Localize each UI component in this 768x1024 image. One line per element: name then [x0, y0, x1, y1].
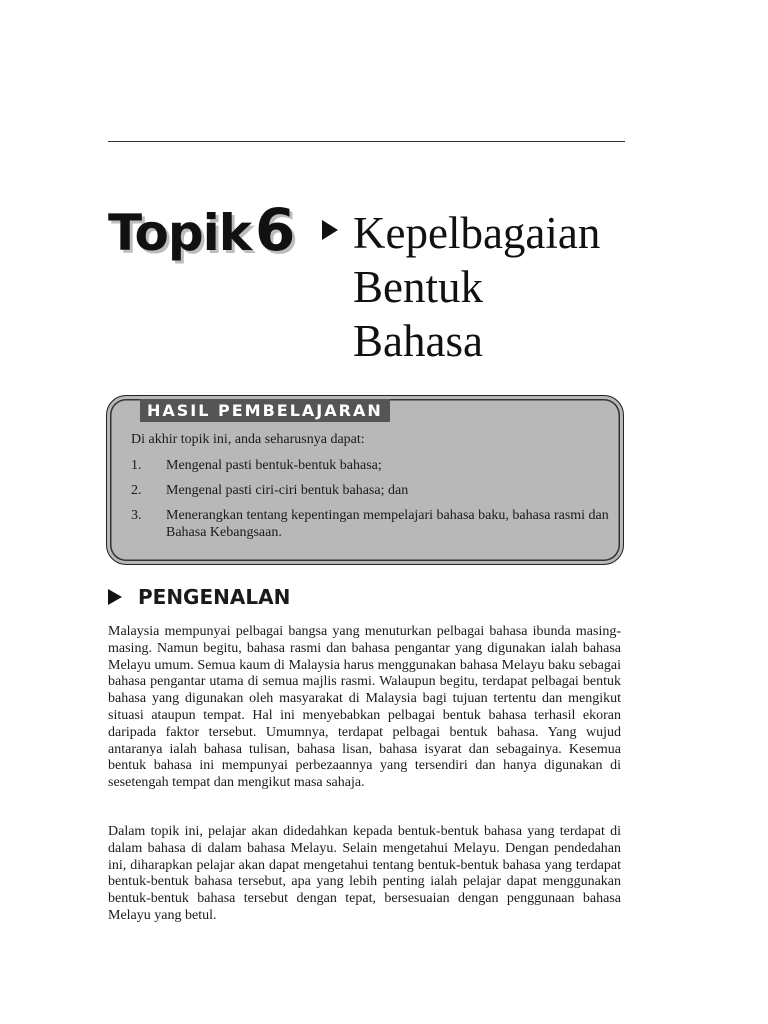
topic-title — [353, 206, 653, 368]
outcome-number: 2. — [131, 483, 142, 498]
intro-paragraph: Malaysia mempunyai pelbagai bangsa yang menuturkan pelbagai bahasa ibunda masing-masing. Namun begitu, bahasa rasmi dan bahasa pengantar yang digunakan ialah bahasa Melayu umum. Semua kaum di Malaysia harus menggunakan bahasa Melayu baku sebagai bahasa pengantar utama di semua majlis rasmi. Walaupun begitu, terdapat pelbagai bentuk bahasa yang digunakan oleh masyarakat di Malaysia bagi tujuan tertentu dan mengikut situasi ataupun tempat. Hal ini menyebabkan pelbagai bentuk bahasa terhasil ekoran daripada faktor tersebut. Umumnya, terdapat pelbagai bentuk bahasa. Yang wujud antaranya ialah bahasa tulisan, bahasa lisan, bahasa isyarat dan sebagainya. Kesemua bentuk bahasa ini mempunyai perbezaannya yang tersendiri dan hanya digunakan di sesetengah tempat dan mengikut masa sahaja. — [108, 624, 621, 791]
topic-title-line: Bahasa — [353, 316, 483, 366]
topic-title-line: Bentuk — [353, 262, 483, 312]
header-rule — [108, 141, 625, 142]
intro-paragraph: Dalam topik ini, pelajar akan didedahkan kepada bentuk-bentuk bahasa yang terdapat di dalam bahasa di dalam bahasa Melayu. Selain mengetahui Melayu. Dengan pendedahan ini, diharapkan pelajar akan dapat mengetahui tentang bentuk-bentuk bahasa yang terdapat bentuk-bentuk bahasa tersebut, apa yang lebih penting ialah pelajar dapat menggunakan bentuk-bentuk bahasa tersebut dengan tepat, bersesuaian dengan penggunaan bahasa Melayu yang betul. — [108, 824, 621, 923]
learning-outcomes-label: HASIL PEMBELAJARAN — [140, 399, 390, 422]
outcome-text: Mengenal pasti ciri-ciri bentuk bahasa; dan — [166, 483, 409, 498]
outcome-text: Mengenal pasti bentuk-bentuk bahasa; — [166, 458, 382, 473]
section-heading-text: PENGENALAN — [138, 585, 291, 609]
outcome-number: 1. — [131, 458, 142, 473]
outcome-number: 3. — [131, 508, 142, 523]
topic-title-line: Kepelbagaian — [353, 208, 601, 258]
topic-word: Topik — [108, 204, 251, 262]
section-heading — [108, 584, 290, 610]
section-arrow-icon — [108, 589, 122, 605]
topic-number: 6 — [255, 196, 295, 264]
topic-label — [108, 196, 294, 264]
learning-outcomes-intro: Di akhir topik ini, anda seharusnya dapat: — [131, 432, 365, 447]
outcome-text: Menerangkan tentang kepentingan mempelajari bahasa baku, bahasa rasmi dan Bahasa Kebangsaan. — [166, 508, 609, 540]
play-arrow-icon — [322, 220, 338, 240]
